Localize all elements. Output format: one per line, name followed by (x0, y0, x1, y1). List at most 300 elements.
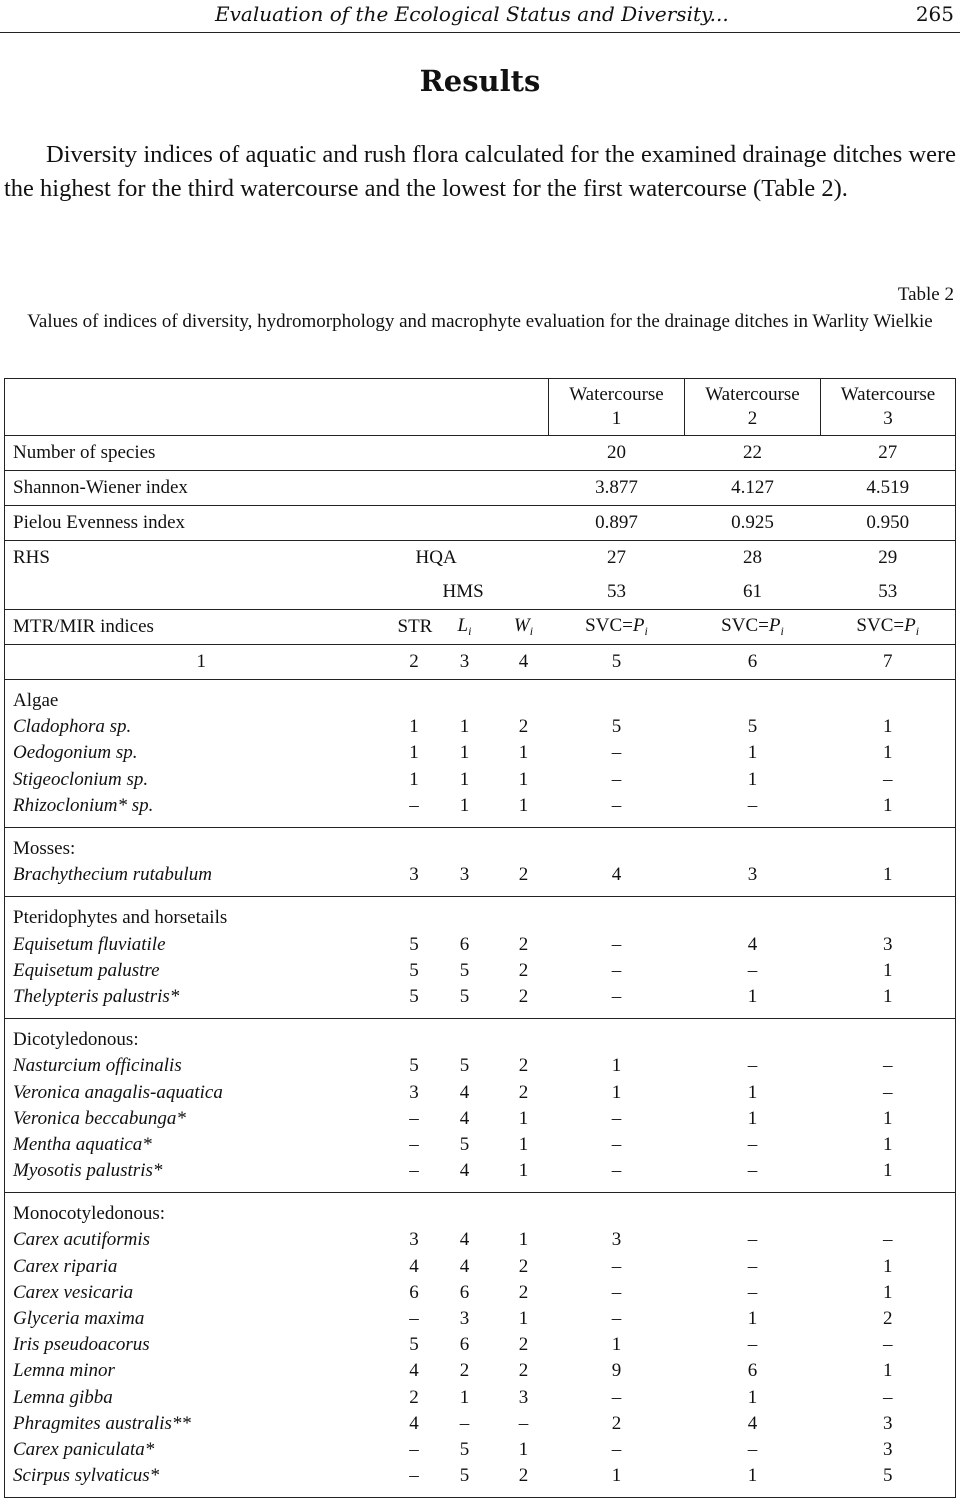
spacer-cell (821, 680, 956, 689)
species-value: 5 (459, 1465, 470, 1487)
species-value: 1 (611, 1055, 622, 1077)
species-name: Veronica anagalis-aquatica (13, 1081, 223, 1103)
species-value: – (883, 1386, 893, 1408)
spacer-cell (549, 819, 685, 828)
column-number: 4 (499, 645, 549, 680)
group-spacer (5, 680, 956, 689)
species-value: 1 (883, 1255, 893, 1277)
species-value: – (883, 1081, 893, 1103)
species-value: 1 (518, 1160, 529, 1182)
index-value: 3.877 (549, 471, 685, 506)
species-row (5, 1358, 956, 1384)
species-name: Brachythecium rutabulum (13, 864, 212, 886)
header-number: 2 (747, 408, 758, 429)
species-value: 5 (747, 716, 758, 738)
species-name: Equisetum palustre (13, 959, 160, 981)
species-value: – (409, 1308, 419, 1330)
species-value: 9 (611, 1360, 622, 1382)
index-value: 4.519 (821, 471, 956, 506)
species-value: 1 (409, 742, 419, 764)
svc-prefix: SVC= (721, 615, 769, 636)
spacer-cell (5, 1193, 398, 1202)
column-number: 1 (5, 645, 398, 680)
mtr-label: MTR/MIR indices (5, 610, 398, 645)
spacer-cell (398, 1019, 431, 1028)
spacer-cell (431, 827, 499, 836)
column-number: 5 (549, 645, 685, 680)
species-value: 4 (747, 933, 758, 955)
species-value: 1 (747, 742, 758, 764)
svc-label (821, 610, 956, 645)
species-value: 3 (747, 864, 758, 886)
spacer-cell (431, 1019, 499, 1028)
spacer-cell (549, 1489, 685, 1498)
spacer-cell (431, 819, 499, 828)
header-watercourse-1 (549, 379, 685, 436)
species-value: 6 (747, 1360, 758, 1382)
species-value: 1 (518, 1107, 529, 1129)
species-name: Rhizoclonium* sp. (13, 794, 154, 816)
svc-subscript: i (780, 624, 784, 638)
spacer-cell (821, 819, 956, 828)
species-value: 5 (459, 985, 470, 1007)
species-value: 3 (611, 1229, 622, 1251)
spacer-cell (5, 1489, 398, 1498)
species-value: – (611, 1107, 622, 1129)
species-value: 4 (747, 1412, 758, 1434)
header-number: 3 (883, 408, 893, 429)
header-word: Watercourse (569, 384, 664, 405)
species-value: 1 (518, 768, 529, 790)
spacer-cell (398, 1489, 431, 1498)
species-value: 4 (409, 1255, 419, 1277)
rhs-hms-row (5, 575, 956, 610)
hms-label: HMS (398, 575, 549, 610)
species-value: 1 (883, 794, 893, 816)
species-value: 2 (518, 1255, 529, 1277)
group-name: Mosses: (13, 838, 76, 860)
header-word: Watercourse (705, 384, 800, 405)
species-value: – (409, 1438, 419, 1460)
index-value: 27 (821, 436, 956, 471)
species-value: 3 (459, 864, 470, 886)
table-caption: Values of indices of diversity, hydromorphology and macrophyte evaluation for the drainage ditches in Warlity Wielkie (27, 311, 933, 332)
group-spacer (5, 888, 956, 897)
species-value: 1 (883, 1160, 893, 1182)
hms-value: 53 (549, 575, 685, 610)
li-symbol: L (457, 615, 469, 636)
species-row (5, 1053, 956, 1079)
species-value: 4 (459, 1081, 470, 1103)
species-value: – (409, 794, 419, 816)
column-number: 2 (398, 645, 431, 680)
species-value: – (883, 1055, 893, 1077)
species-row (5, 793, 956, 819)
group-header-row (5, 836, 956, 862)
species-value: 1 (611, 1334, 622, 1356)
species-value: 1 (883, 1360, 893, 1382)
species-value: 1 (883, 959, 893, 981)
spacer-cell (5, 1019, 398, 1028)
spacer-cell (499, 897, 549, 906)
group-spacer (5, 1193, 956, 1202)
species-value: 2 (518, 1055, 529, 1077)
index-value: 0.950 (821, 506, 956, 541)
group-spacer (5, 1489, 956, 1498)
species-row (5, 1332, 956, 1358)
column-number: 3 (431, 645, 499, 680)
group-name: Algae (13, 690, 59, 712)
species-value: 1 (611, 1081, 622, 1103)
species-value: 4 (409, 1412, 419, 1434)
species-value: 1 (518, 1308, 529, 1330)
species-name: Thelypteris palustris* (13, 985, 180, 1007)
species-row (5, 1463, 956, 1489)
header-word: Watercourse (840, 384, 936, 405)
species-value: 1 (747, 1386, 758, 1408)
species-row (5, 1306, 956, 1332)
group-header-row (5, 1201, 956, 1227)
index-value: 0.925 (685, 506, 821, 541)
results-table-wrapper (4, 378, 955, 1498)
svc-p: P (632, 615, 645, 636)
species-value: 1 (747, 1081, 758, 1103)
spacer-cell (499, 680, 549, 689)
spacer-cell (821, 827, 956, 836)
species-value: 2 (518, 985, 529, 1007)
spacer-cell (431, 1193, 499, 1202)
index-value: 20 (549, 436, 685, 471)
mtr-row (5, 610, 956, 645)
spacer-cell (5, 1010, 398, 1019)
species-name: Carex paniculata* (13, 1438, 155, 1460)
species-value: 6 (409, 1281, 419, 1303)
spacer-cell (685, 1019, 821, 1028)
species-value: 5 (459, 1438, 470, 1460)
species-row (5, 1132, 956, 1158)
index-label: Shannon-Wiener index (5, 471, 549, 506)
species-value: 5 (409, 1055, 419, 1077)
spacer-cell (398, 819, 431, 828)
column-number: 7 (821, 645, 956, 680)
species-row (5, 1411, 956, 1437)
group-spacer (5, 819, 956, 828)
header-blank (5, 379, 549, 436)
species-value: 2 (518, 933, 529, 955)
species-name: Cladophora sp. (13, 716, 132, 738)
species-value: – (409, 1160, 419, 1182)
spacer-cell (431, 1489, 499, 1498)
species-value: – (747, 794, 758, 816)
species-value: 5 (883, 1465, 893, 1487)
species-name: Veronica beccabunga* (13, 1107, 186, 1129)
species-value: 2 (611, 1412, 622, 1434)
index-row (5, 506, 956, 541)
species-value: – (611, 1308, 622, 1330)
species-value: 4 (459, 1255, 470, 1277)
spacer-cell (821, 888, 956, 897)
wi-symbol: W (513, 615, 530, 636)
spacer-cell (5, 827, 398, 836)
species-row (5, 1227, 956, 1253)
species-row (5, 984, 956, 1010)
spacer-cell (499, 1184, 549, 1193)
species-value: 2 (518, 1281, 529, 1303)
spacer-cell (398, 897, 431, 906)
species-name: Glyceria maxima (13, 1308, 145, 1330)
spacer-cell (549, 827, 685, 836)
svc-subscript: i (915, 624, 920, 638)
species-name: Lemna minor (13, 1360, 115, 1382)
spacer-cell (549, 897, 685, 906)
spacer-cell (685, 680, 821, 689)
species-value: 4 (459, 1160, 470, 1182)
species-value: – (747, 1133, 758, 1155)
spacer-cell (398, 888, 431, 897)
species-value: 1 (518, 742, 529, 764)
spacer-cell (5, 680, 398, 689)
species-value: – (747, 1281, 758, 1303)
species-value: 5 (459, 1133, 470, 1155)
species-value: – (747, 1255, 758, 1277)
species-value: 1 (518, 1133, 529, 1155)
species-value: 3 (409, 1081, 419, 1103)
spacer-cell (398, 1184, 431, 1193)
hms-value: 61 (685, 575, 821, 610)
species-value: 1 (518, 794, 529, 816)
species-value: 1 (883, 985, 893, 1007)
species-value: 3 (459, 1308, 470, 1330)
spacer-cell (549, 1193, 685, 1202)
li-label (431, 610, 499, 645)
hqa-value: 29 (878, 547, 898, 568)
species-value: 3 (883, 1412, 893, 1434)
wi-subscript: i (529, 624, 534, 638)
spacer-cell (398, 827, 431, 836)
species-value: – (747, 1334, 758, 1356)
species-value: 1 (459, 768, 470, 790)
species-value: 2 (518, 1465, 529, 1487)
species-value: 1 (459, 716, 470, 738)
column-number: 6 (685, 645, 821, 680)
page-number: 265 (915, 2, 954, 26)
index-row (5, 471, 956, 506)
species-value: 1 (883, 742, 893, 764)
species-value: 5 (459, 1055, 470, 1077)
species-value: – (611, 794, 622, 816)
species-value: 2 (518, 864, 529, 886)
group-header-row (5, 1027, 956, 1053)
species-value: – (883, 768, 893, 790)
species-value: – (747, 959, 758, 981)
spacer-cell (549, 1019, 685, 1028)
species-name: Lemna gibba (13, 1386, 113, 1408)
species-row (5, 1079, 956, 1105)
species-value: 1 (747, 1107, 758, 1129)
species-value: – (409, 1133, 419, 1155)
index-value: 22 (685, 436, 821, 471)
species-value: 1 (883, 1133, 893, 1155)
species-value: – (611, 1255, 622, 1277)
index-value: 4.127 (685, 471, 821, 506)
species-value: 2 (883, 1308, 893, 1330)
rhs-blank (5, 575, 398, 610)
species-row (5, 1106, 956, 1132)
species-value: 4 (611, 864, 622, 886)
species-value: – (611, 1386, 622, 1408)
species-value: – (409, 1465, 419, 1487)
species-name: Mentha aquatica* (13, 1133, 152, 1155)
index-row (5, 436, 956, 471)
species-value: 2 (518, 959, 529, 981)
spacer-cell (685, 1489, 821, 1498)
header-watercourse-3 (821, 379, 956, 436)
spacer-cell (821, 1489, 956, 1498)
svc-label (549, 610, 685, 645)
species-name: Iris pseudoacorus (13, 1334, 150, 1356)
spacer-cell (685, 888, 821, 897)
species-value: 6 (459, 1281, 470, 1303)
spacer-cell (499, 1193, 549, 1202)
svc-p: P (904, 615, 916, 636)
species-value: 1 (611, 1465, 622, 1487)
spacer-cell (431, 897, 499, 906)
species-row (5, 1385, 956, 1411)
group-header-row (5, 688, 956, 714)
species-value: – (883, 1334, 893, 1356)
species-name: Carex riparia (13, 1255, 118, 1277)
svc-p: P (768, 615, 781, 636)
species-value: 6 (459, 1334, 470, 1356)
species-value: 6 (459, 933, 470, 955)
species-value: 3 (883, 1438, 893, 1460)
species-value: – (611, 1281, 622, 1303)
header-watercourse-2 (685, 379, 821, 436)
species-value: 1 (747, 768, 758, 790)
group-name: Pteridophytes and horsetails (13, 907, 228, 929)
spacer-cell (5, 888, 398, 897)
species-value: 5 (409, 985, 419, 1007)
spacer-cell (499, 1019, 549, 1028)
species-value: 1 (883, 864, 893, 886)
group-spacer (5, 897, 956, 906)
spacer-cell (821, 1019, 956, 1028)
species-value: – (747, 1438, 758, 1460)
species-value: 1 (883, 1281, 893, 1303)
species-value: – (611, 985, 622, 1007)
species-value: 5 (459, 959, 470, 981)
svc-prefix: SVC= (856, 615, 905, 636)
species-value: 2 (518, 716, 529, 738)
species-value: 2 (459, 1360, 470, 1382)
hms-value: 53 (821, 575, 956, 610)
svc-prefix: SVC= (585, 615, 633, 636)
spacer-cell (5, 819, 398, 828)
species-row (5, 1158, 956, 1184)
spacer-cell (431, 1184, 499, 1193)
spacer-cell (499, 1489, 549, 1498)
species-value: – (883, 1229, 893, 1251)
spacer-cell (398, 1193, 431, 1202)
svc-label (685, 610, 821, 645)
species-value: 3 (518, 1386, 529, 1408)
spacer-cell (821, 897, 956, 906)
spacer-cell (499, 819, 549, 828)
species-value: 1 (409, 768, 419, 790)
group-header-row (5, 905, 956, 931)
str-label: STR (398, 610, 431, 645)
species-row (5, 1280, 956, 1306)
species-value: 1 (409, 716, 419, 738)
spacer-cell (499, 888, 549, 897)
species-name: Nasturcium officinalis (13, 1055, 182, 1077)
species-value: 5 (409, 933, 419, 955)
species-value: 2 (518, 1360, 529, 1382)
column-numbers-row (5, 645, 956, 680)
species-value: – (611, 1160, 622, 1182)
spacer-cell (549, 1010, 685, 1019)
index-label: Number of species (5, 436, 549, 471)
species-name: Oedogonium sp. (13, 742, 138, 764)
species-row (5, 1254, 956, 1280)
section-title: Results (419, 64, 541, 98)
species-value: 1 (747, 985, 758, 1007)
species-value: 5 (409, 959, 419, 981)
running-head-title: Evaluation of the Ecological Status and Diversity... (215, 2, 729, 26)
species-value: 1 (459, 1386, 470, 1408)
table-label: Table 2 (897, 284, 954, 305)
spacer-cell (685, 897, 821, 906)
species-value: – (611, 742, 622, 764)
spacer-cell (685, 1010, 821, 1019)
spacer-cell (549, 888, 685, 897)
species-value: 4 (459, 1107, 470, 1129)
species-value: 4 (459, 1229, 470, 1251)
species-value: – (611, 768, 622, 790)
species-value: 1 (883, 716, 893, 738)
species-value: – (518, 1412, 529, 1434)
species-value: – (611, 933, 622, 955)
species-value: 1 (459, 794, 470, 816)
species-value: 2 (518, 1081, 529, 1103)
spacer-cell (398, 680, 431, 689)
species-value: – (611, 1133, 622, 1155)
species-value: 5 (409, 1334, 419, 1356)
species-value: 1 (518, 1229, 529, 1251)
spacer-cell (5, 897, 398, 906)
species-value: 1 (883, 1107, 893, 1129)
species-value: 1 (518, 1438, 529, 1460)
group-spacer (5, 1010, 956, 1019)
spacer-cell (398, 1010, 431, 1019)
spacer-cell (821, 1010, 956, 1019)
species-value: – (747, 1055, 758, 1077)
species-value: 4 (409, 1360, 419, 1382)
species-value: – (747, 1160, 758, 1182)
species-name: Equisetum fluviatile (13, 933, 166, 955)
species-row (5, 958, 956, 984)
results-table (4, 378, 956, 1498)
spacer-cell (685, 1193, 821, 1202)
spacer-cell (499, 827, 549, 836)
wi-label (499, 610, 549, 645)
group-name: Dicotyledonous: (13, 1029, 139, 1051)
rhs-hqa-row (5, 541, 956, 576)
species-value: 3 (409, 1229, 419, 1251)
species-value: 5 (611, 716, 622, 738)
species-value: 3 (883, 933, 893, 955)
species-value: 2 (409, 1386, 419, 1408)
